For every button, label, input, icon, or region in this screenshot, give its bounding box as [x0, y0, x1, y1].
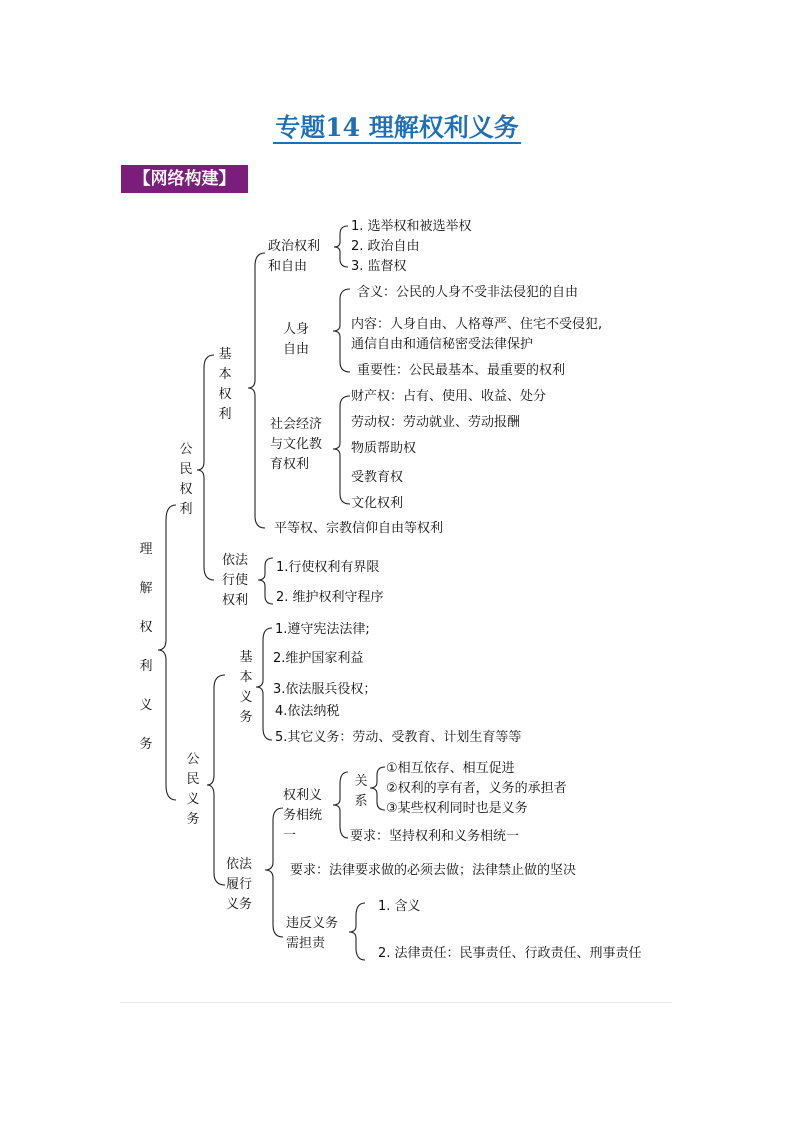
social-item: 物质帮助权: [351, 441, 417, 456]
root-label-text: 理解权利义务: [139, 542, 153, 752]
unity-label: [283, 786, 322, 846]
brace-root: [158, 505, 176, 800]
social-rights-label: [270, 415, 322, 475]
basic-duty-item: 2.维护国家利益: [273, 651, 364, 666]
equality-rights: 平等权、宗教信仰自由等权利: [274, 521, 444, 536]
social-item: 劳动权：劳动就业、劳动报酬: [351, 415, 521, 430]
violation-item: 1. 含义: [378, 899, 421, 914]
social-rights-label-line2: 与文化教: [270, 437, 323, 452]
social-item: 文化权利: [351, 496, 404, 511]
basic-rights-label: 基本权利: [218, 347, 232, 422]
unity-label-line1: 权利义: [283, 788, 323, 803]
brace-duties: [207, 675, 225, 885]
exercise-rights-label-line3: 权利: [222, 593, 249, 608]
basic-duty-item: 3.依法服兵役权；: [273, 682, 377, 697]
political-item: 1. 选举权和被选举权: [351, 219, 472, 234]
law-requirement: 要求：法律要求做的必须去做；法律禁止做的坚决: [290, 863, 577, 878]
exercise-rights-label-line1: 依法: [222, 553, 249, 568]
violation-item: 2. 法律责任：民事责任、行政责任、刑事责任: [378, 946, 642, 961]
brace-political: [334, 226, 348, 267]
root-label: [138, 530, 154, 764]
social-item: 财产权：占有、使用、收益、处分: [351, 389, 547, 404]
social-rights-label-line3: 育权利: [270, 457, 310, 472]
personal-content-line2: 通信自由和通信秘密受法律保护: [351, 337, 534, 352]
footer-divider: [120, 1002, 672, 1003]
political-rights-label-line1: 政治权利: [268, 239, 321, 254]
brace-rights: [197, 355, 214, 580]
rights-label: 公民权利: [179, 442, 193, 517]
basic-duties-label: 基本义务: [239, 650, 253, 725]
personal-freedom-label: [283, 320, 309, 360]
perform-duties-label-line2: 履行: [226, 877, 253, 892]
social-rights-label-line1: 社会经济: [270, 417, 323, 432]
exercise-rights-label-line2: 行使: [222, 573, 249, 588]
personal-freedom-label-line1: 人身: [283, 322, 310, 337]
unity-requirement: 要求：坚持权利和义务相统一: [350, 829, 520, 844]
relation-item: ①相互依存、相互促进: [386, 761, 515, 776]
brace-personal: [333, 289, 350, 372]
page-title-text: 专题14 理解权利义务: [275, 113, 519, 142]
personal-freedom-label-line2: 自由: [283, 342, 310, 357]
violation-label-line1: 违反义务: [286, 916, 339, 931]
personal-content: [351, 315, 602, 355]
perform-duties-label: [226, 855, 252, 915]
brace-social: [333, 396, 350, 504]
basic-duty-item: 4.依法纳税: [275, 704, 340, 719]
brace-basic-rights: [248, 253, 265, 528]
brace-exercise: [258, 558, 273, 604]
brace-unity: [333, 772, 348, 838]
brace-perform: [265, 808, 283, 937]
personal-content-line1: 内容：人身自由、人格尊严、住宅不受侵犯,: [351, 317, 603, 332]
basic-duty-item: 1.遵守宪法法律;: [275, 622, 370, 637]
relation-label: 关系: [354, 774, 368, 809]
exercise-item: 1.行使权利有界限: [276, 560, 380, 575]
basic-duty-item: 5.其它义务：劳动、受教育、计划生育等等: [275, 730, 522, 745]
violation-label-line2: 需担责: [286, 936, 326, 951]
brace-relations: [370, 767, 385, 810]
perform-duties-label-line3: 义务: [226, 897, 253, 912]
violation-label: [286, 914, 338, 954]
brace-violation: [349, 903, 365, 960]
personal-importance: 重要性：公民最基本、最重要的权利: [357, 363, 566, 378]
personal-meaning: 含义：公民的人身不受非法侵犯的自由: [357, 285, 579, 300]
exercise-item: 2. 维护权利守程序: [276, 590, 384, 605]
duties-label: 公民义务: [186, 752, 200, 827]
political-rights-label-line2: 和自由: [268, 259, 308, 274]
political-rights-label: [268, 237, 320, 277]
unity-label-line3: 一: [283, 828, 297, 843]
political-item: 2. 政治自由: [351, 239, 420, 254]
section-label: 【网络构建】: [121, 165, 248, 193]
political-item: 3. 监督权: [351, 259, 407, 274]
social-item: 受教育权: [351, 470, 404, 485]
relation-item: ③某些权利同时也是义务: [386, 801, 528, 816]
brace-basic-duties: [256, 628, 272, 740]
relation-item: ②权利的享有者，义务的承担者: [386, 781, 567, 796]
exercise-rights-label: [222, 551, 248, 611]
perform-duties-label-line1: 依法: [226, 857, 253, 872]
unity-label-line2: 务相统: [283, 808, 323, 823]
